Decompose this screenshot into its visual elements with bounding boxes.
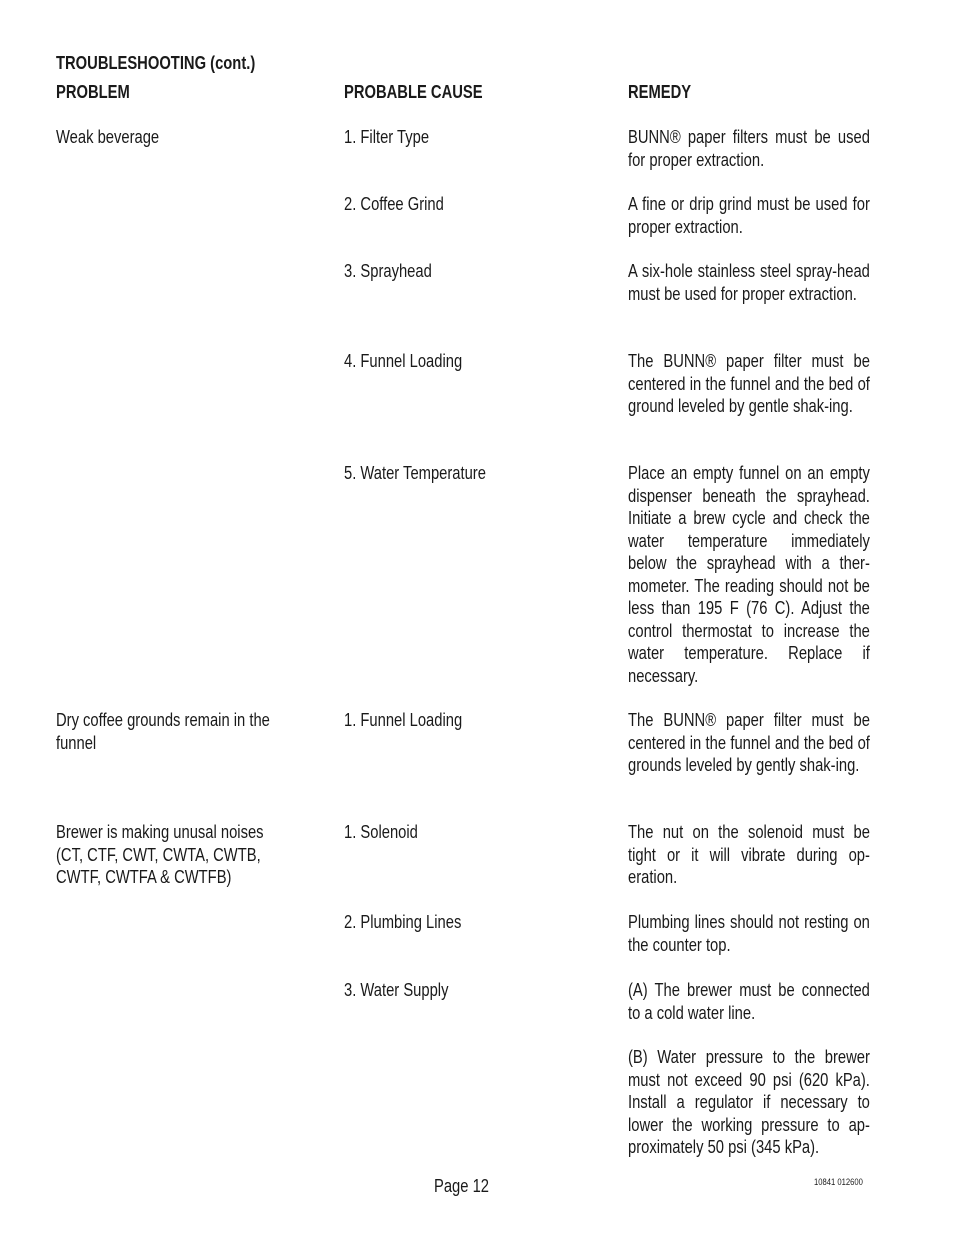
remedy-funnel-loading: The BUNN® paper filter must be centered in the funnel and the bed of ground leveled by gentle shak-ing. xyxy=(628,351,870,416)
remedy-sprayhead: A six-hole stainless steel spray-head must be used for proper extraction. xyxy=(628,261,870,304)
remedy-solenoid: The nut on the solenoid must be tight or it will vibrate during op-eration. xyxy=(628,822,870,887)
cause-water-temperature: 5. Water Temperature xyxy=(344,463,486,483)
remedy-water-supply-b: (B) Water pressure to the brewer must not exceed 90 psi (620 kPa). Install a regulator if necessary to lower the working pressure to ap-proximately 50 psi (345 kPa). xyxy=(628,1047,870,1157)
remedy-filter-type: BUNN® paper filters must be used for proper extraction. xyxy=(628,127,870,170)
document-code: 10841 012600 xyxy=(814,1177,863,1187)
problem-weak-beverage: Weak beverage xyxy=(56,127,160,147)
header-remedy: REMEDY xyxy=(628,82,692,102)
problem-dry-grounds: Dry coffee grounds remain in the funnel xyxy=(56,710,270,753)
header-probable-cause: PROBABLE CAUSE xyxy=(344,82,483,102)
remedy-water-temperature: Place an empty funnel on an empty dispenser beneath the sprayhead. Initiate a brew cycle and check the water temperature immediately below the sprayhead with a ther-mometer. The reading should not be less than 195 F (76 C). Adjust the control thermostat to increase the water temperature. Replace if necessary. xyxy=(628,463,870,686)
remedy-coffee-grind: A fine or drip grind must be used for proper extraction. xyxy=(628,194,870,237)
cause-funnel-loading-2: 1. Funnel Loading xyxy=(344,710,463,730)
header-problem: PROBLEM xyxy=(56,82,130,102)
cause-solenoid: 1. Solenoid xyxy=(344,822,418,842)
cause-water-supply: 3. Water Supply xyxy=(344,980,449,1000)
remedy-water-supply-a: (A) The brewer must be connected to a cold water line. xyxy=(628,980,870,1023)
cause-filter-type: 1. Filter Type xyxy=(344,127,430,147)
problem-unusual-noises: Brewer is making unusal noises (CT, CTF, CWT, CWTA, CWTB, CWTF, CWTFA & CWTFB) xyxy=(56,822,264,887)
cause-coffee-grind: 2. Coffee Grind xyxy=(344,194,444,214)
section-title: TROUBLESHOOTING (cont.) xyxy=(56,53,256,73)
remedy-funnel-loading-2: The BUNN® paper filter must be centered in the funnel and the bed of grounds leveled by gently shak-ing. xyxy=(628,710,870,775)
cause-sprayhead: 3. Sprayhead xyxy=(344,261,432,281)
cause-funnel-loading: 4. Funnel Loading xyxy=(344,351,463,371)
page-number: Page 12 xyxy=(434,1176,489,1196)
cause-plumbing-lines: 2. Plumbing Lines xyxy=(344,912,462,932)
remedy-plumbing-lines: Plumbing lines should not resting on the counter top. xyxy=(628,912,870,955)
